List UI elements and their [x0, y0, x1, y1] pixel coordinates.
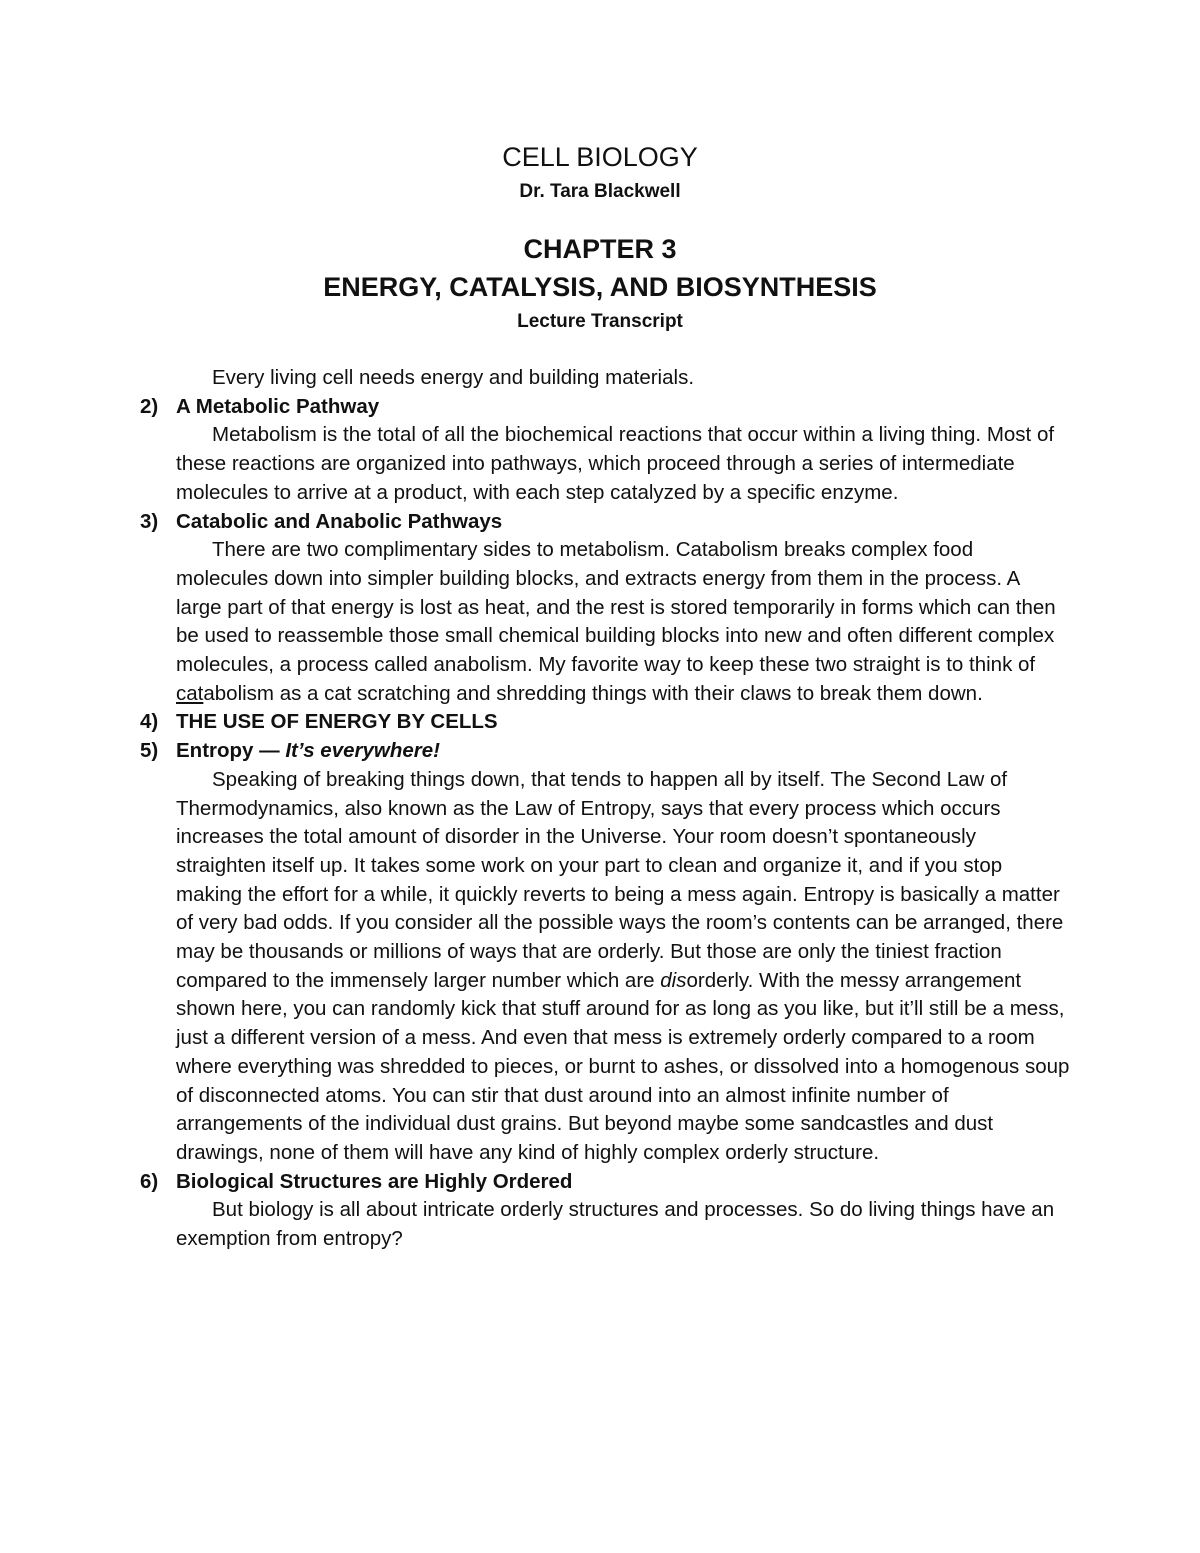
section-heading-4: [140, 708, 1070, 737]
section-number: 6): [140, 1169, 159, 1193]
section-number: 4): [140, 710, 159, 734]
section-heading-5: [140, 737, 1070, 766]
paragraph-text: There are two complimentary sides to metabolism. Catabolism breaks complex food molecules down into simpler building blocks, and extracts energy from them in the process. A large part of that energy is lost as heat, and the rest is stored temporarily in forms which can then be used to reassemble those small chemical building blocks into new and often different complex molecules, a process called anabolism. My favorite way to keep these two straight is to think of: [176, 538, 1056, 677]
section-5-paragraph: [140, 766, 1070, 1168]
section-6-paragraph: But biology is all about intricate orderly structures and processes. So do living things have an exemption from entropy?: [176, 1198, 1055, 1251]
document-type: Lecture Transcript: [517, 311, 683, 332]
chapter-heading: CHAPTER 3: [523, 234, 677, 264]
italic-text: dis: [660, 968, 687, 992]
instructor-name: Dr. Tara Blackwell: [519, 181, 681, 202]
section-2-paragraph: Metabolism is the total of all the biochemical reactions that occur within a living thing. Most of these reactions are organized into pathways, which proceed through a series of intermediate molecules to arrive at a product, with each step catalyzed by a specific enzyme.: [176, 423, 1055, 504]
chapter-title: ENERGY, CATALYSIS, AND BIOSYNTHESIS: [323, 272, 877, 302]
section-title-text: Entropy —: [176, 739, 286, 763]
paragraph-text: Speaking of breaking things down, that tends to happen all by itself. The Second Law of Thermodynamics, also known as the Law of Entropy, says that every process which occurs increases the total amount of disorder in the Universe. Your room doesn’t spontaneously straighten itself up. It takes some work on your part to clean and organize it, and if you stop making the effort for a while, it quickly reverts to being a mess again. Entropy is basically a matter of very bad odds. If you consider all the possible ways the room’s contents can be arranged, there may be thousands or millions of ways that are orderly. But those are only the tiniest fraction compared to the immensely larger number which are: [176, 767, 1064, 992]
underlined-text: cat: [176, 681, 204, 705]
section-title-emphasis: It’s everywhere!: [285, 739, 440, 763]
paragraph-text: orderly. With the messy arrangement shown here, you can randomly kick that stuff around for as long as you like, but it’ll still be a mess, just a different version of a mess. And even that mess is extremely orderly compared to a room where everything was shredded to pieces, or burnt to ashes, or dissolved into a homogenous soup of disconnected atoms. You can stir that dust around into an almost infinite number of arrangements of the individual dust grains. But beyond maybe some sandcastles and dust drawings, none of them will have any kind of highly complex orderly structure.: [176, 968, 1070, 1164]
section-heading-2: [140, 393, 1070, 422]
section-title: A Metabolic Pathway: [176, 394, 380, 418]
section-3-paragraph: [140, 536, 1070, 708]
section-number: 5): [140, 739, 159, 763]
transcript-body: [140, 364, 1070, 1254]
section-title: [176, 737, 440, 766]
section-title: Catabolic and Anabolic Pathways: [176, 509, 503, 533]
section-heading-6: [140, 1168, 1070, 1197]
section-title: THE USE OF ENERGY BY CELLS: [176, 710, 498, 734]
section-heading-3: [140, 508, 1070, 537]
section-title: Biological Structures are Highly Ordered: [176, 1169, 573, 1193]
paragraph-text: abolism as a cat scratching and shredding things with their claws to break them down.: [203, 681, 983, 705]
intro-paragraph: Every living cell needs energy and building materials.: [212, 366, 695, 389]
section-number: 2): [140, 394, 159, 418]
course-title: CELL BIOLOGY: [502, 142, 698, 172]
section-number: 3): [140, 509, 159, 533]
